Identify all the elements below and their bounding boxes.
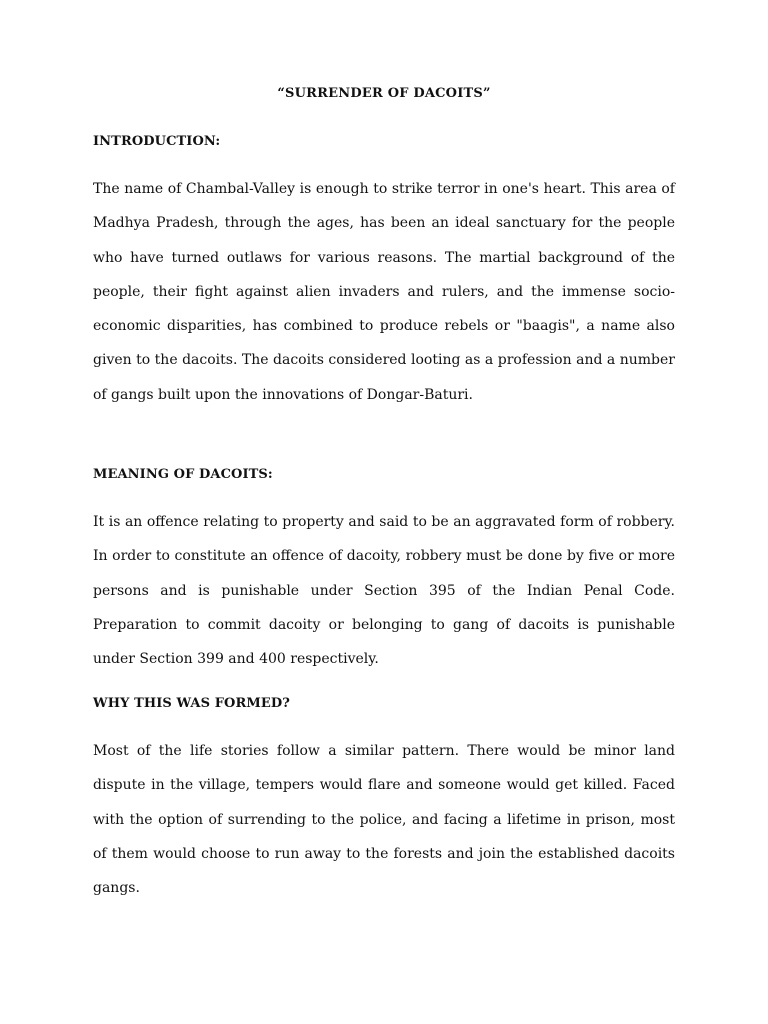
section-body-meaning-of-dacoits: It is an offence relating to property and said to be an aggravated form of robbery. In order to constitute an offence of dacoity, robbery must be done by five or more persons and is punishable under Section 395 of the Indian Penal Code. Preparation to commit dacoity or belonging to gang of dacoits is punishable under Section 399 and 400 respectively. bbox=[93, 514, 675, 668]
document-title: “SURRENDER OF DACOITS” bbox=[277, 86, 491, 101]
section-body-why-formed: Most of the life stories follow a similar pattern. There would be minor land dispute in the village, tempers would flare and someone would get killed. Faced with the option of surrending to the police, and facing a lifetime in prison, most of them would choose to run away to the forests and join the established dacoits gangs. bbox=[93, 743, 675, 897]
section-body-introduction: The name of Chambal-Valley is enough to strike terror in one's heart. This area of Madhya Pradesh, through the ages, has been an ideal sanctuary for the people who have turned outlaws for various reasons. The martial background of the people, their fight against alien invaders and rulers, and the immense socio-economic disparities, has combined to produce rebels or "baagis", a name also given to the dacoits. The dacoits considered looting as a profession and a number of gangs built upon the innovations of Dongar-Baturi. bbox=[93, 181, 675, 403]
section-heading-introduction: INTRODUCTION: bbox=[93, 134, 221, 149]
section-heading-why-formed: WHY THIS WAS FORMED? bbox=[93, 696, 290, 711]
section-heading-meaning-of-dacoits: MEANING OF DACOITS: bbox=[93, 467, 273, 482]
